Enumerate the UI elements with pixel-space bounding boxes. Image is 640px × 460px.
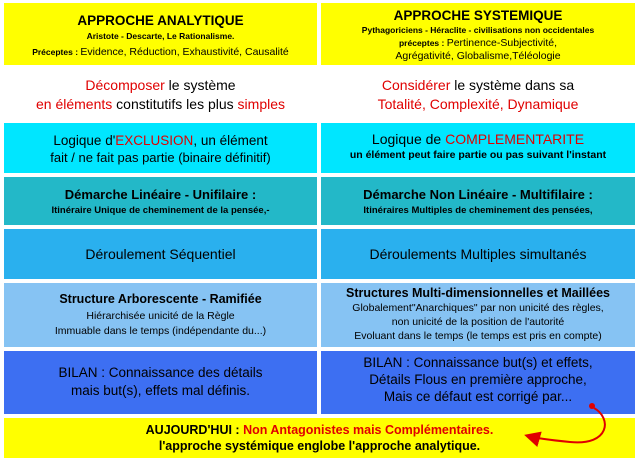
systemic-authors: Pythagoriciens - Héraclite - civilisations non occidentales	[361, 25, 595, 35]
header-systemic	[320, 2, 636, 66]
analytic-precepts: Préceptes : Evidence, Réduction, Exhaustivité, Causalité	[32, 46, 289, 58]
row4-systemic	[320, 228, 636, 280]
row3-left-sub: Itinéraire Unique de cheminement de la pensée,-	[51, 205, 270, 216]
row2-systemic	[320, 122, 636, 174]
row2-left-line1: Logique d'EXCLUSION, un élément	[53, 133, 268, 148]
footer-line2: l'approche systémique englobe l'approche analytique.	[158, 439, 481, 453]
row2-right-line1: Logique de COMPLEMENTARITE	[371, 131, 585, 147]
row5-right-line2: non unicité de la position de l'autorité	[391, 316, 565, 328]
row3-left-title: Démarche Linéaire - Unifilaire :	[64, 187, 257, 202]
footer-line1: AUJOURD'HUI : Non Antagonistes mais Complémentaires.	[145, 423, 494, 437]
row1-systemic	[320, 68, 636, 120]
row1-right-line1: Considérer le système dans sa	[381, 77, 575, 93]
row5-analytic	[3, 282, 318, 348]
row6-right-line1: BILAN : Connaissance but(s) et effets,	[363, 355, 593, 370]
row2-right-line2: un élément peut faire partie ou pas suivant l'instant	[349, 149, 607, 161]
row5-systemic	[320, 282, 636, 348]
row5-left-line2: Immuable dans le temps (indépendante du...)	[54, 325, 267, 337]
row2-left-line2: fait / ne fait pas partie (binaire définitif)	[50, 150, 271, 165]
row5-left-title: Structure Arborescente - Ramifiée	[59, 292, 262, 306]
row5-right-line1: Globalement"Anarchiques" par non unicité des règles,	[352, 302, 604, 314]
footer-conclusion	[3, 417, 636, 459]
row6-right-line3: Mais ce défaut est corrigé par...	[383, 389, 573, 404]
row4-analytic	[3, 228, 318, 280]
row6-left-line1: BILAN : Connaissance des détails	[58, 365, 263, 380]
row5-right-title: Structures Multi-dimensionnelles et Maillées	[346, 286, 610, 300]
systemic-precepts-2: Agrégativité, Globalisme,Téléologie	[395, 50, 561, 62]
row3-right-sub: Itinéraires Multiples de cheminement des pensées,	[363, 205, 593, 216]
row5-left-line1: Hiérarchisée unicité de la Règle	[86, 310, 235, 322]
systemic-title: APPROCHE SYSTEMIQUE	[393, 8, 563, 23]
row4-left-text: Déroulement Séquentiel	[85, 246, 236, 262]
analytic-title: APPROCHE ANALYTIQUE	[77, 13, 244, 28]
row3-systemic	[320, 176, 636, 226]
analytic-authors: Aristote - Descarte, Le Rationalisme.	[86, 31, 235, 41]
row3-right-title: Démarche Non Linéaire - Multifilaire :	[363, 187, 593, 202]
row1-analytic	[3, 68, 318, 120]
row1-left-line2: en éléments constitutifs les plus simples	[35, 96, 286, 112]
row2-analytic	[3, 122, 318, 174]
row5-right-line3: Evoluant dans le temps (le temps est pris en compte)	[354, 330, 602, 342]
row6-right-line2: Détails Flous en première approche,	[369, 372, 587, 387]
row4-right-text: Déroulements Multiples simultanés	[369, 246, 587, 262]
header-analytic	[3, 2, 318, 66]
row6-analytic	[3, 350, 318, 415]
systemic-precepts-1: préceptes : Pertinence-Subjectivité,	[398, 37, 558, 49]
row1-left-line1: Décomposer le système	[85, 77, 236, 93]
row3-analytic	[3, 176, 318, 226]
row6-left-line2: mais but(s), effets mal définis.	[70, 383, 251, 398]
row1-right-line2: Totalité, Complexité, Dynamique	[377, 96, 579, 112]
row6-systemic	[320, 350, 636, 415]
